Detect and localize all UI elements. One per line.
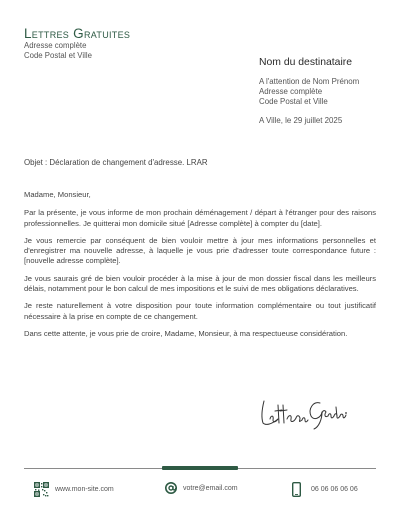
paragraph-3: Je vous saurais gré de bien vouloir procéder à la mise à jour de mon dossier fiscal dans les meilleurs délais, notamment pour le bon calcul de mes impositions et le suivi de mes obligations déclaratives. <box>24 273 376 294</box>
paragraph-2: Je vous remercie par conséquent de bien vouloir mettre à jour mes informations personnelles et d'enregistrer ma nouvelle adresse, à laquelle je vous prie d'adresser toute correspondance future : [nouvelle adresse complète]. <box>24 235 376 266</box>
footer-website[interactable] <box>34 482 114 497</box>
paragraph-1: Par la présente, je vous informe de mon prochain déménagement / départ à l'étranger pour des raisons professionnelles. Je quitterai mon domicile situé [Adresse complète] à compter du [date]. <box>24 208 376 228</box>
website-text: www.mon-site.com <box>55 486 114 493</box>
footer-email[interactable] <box>165 482 238 494</box>
phone-icon <box>292 482 301 497</box>
recipient-address: Adresse complète <box>259 87 323 96</box>
at-sign-icon <box>165 482 177 494</box>
sender-block <box>24 27 130 60</box>
recipient-name: Nom du destinataire <box>259 57 352 68</box>
phone-text: 06 06 06 06 06 <box>311 486 358 493</box>
letter-date: A Ville, le 29 juillet 2025 <box>259 116 343 125</box>
letter-subject: Objet : Déclaration de changement d'adresse. LRAR <box>24 158 208 167</box>
signature <box>258 393 348 431</box>
recipient-attention: A l'attention de Nom Prénom <box>259 77 360 86</box>
email-text: votre@email.com <box>183 484 238 492</box>
sender-postal-city: Code Postal et Ville <box>24 50 92 60</box>
sender-address: Adresse complète <box>24 41 87 50</box>
footer-accent-bar <box>162 466 238 470</box>
brand-logo: Lettres Gratuites <box>24 26 131 41</box>
paragraph-5: Dans cette attente, je vous prie de croire, Madame, Monsieur, à ma respectueuse considération. <box>24 328 348 338</box>
recipient-postal-city: Code Postal et Ville <box>259 97 328 106</box>
letter-body <box>24 190 376 346</box>
footer-phone[interactable] <box>292 482 358 497</box>
recipient-block <box>259 56 359 107</box>
paragraph-4: Je reste naturellement à votre disposition pour toute information complémentaire ou tout justificatif nécessaire à la prise en compte de ce changement. <box>24 301 376 321</box>
salutation: Madame, Monsieur, <box>24 190 91 199</box>
qr-code-icon <box>34 482 49 497</box>
